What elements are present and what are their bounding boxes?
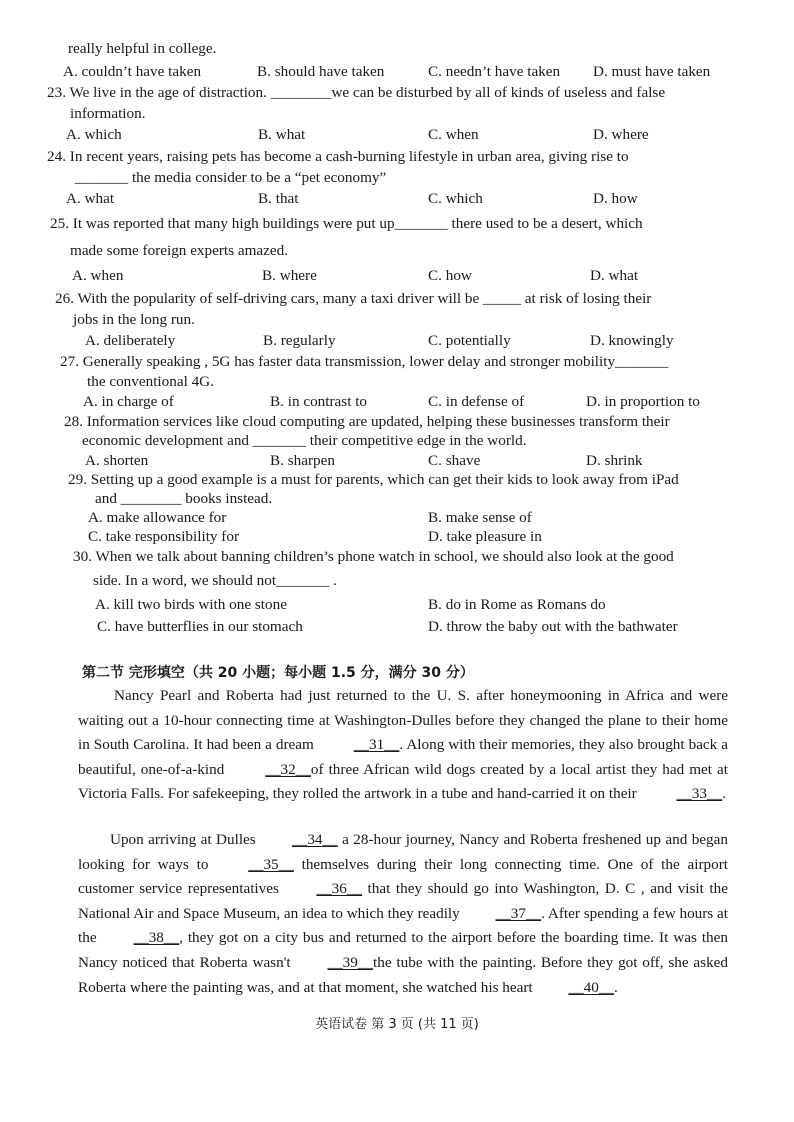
q28-option-a: A. shorten bbox=[85, 452, 149, 469]
passage-text: themselves during their long connecting time. One of the airport customer service representatives bbox=[78, 855, 728, 898]
passage-text: the tube with the painting. Before they got off, she asked Roberta where the painting was, and at that moment, she watched his heart bbox=[78, 953, 729, 996]
q30-stem-line1: 30. When we talk about banning children’s phone watch in school, we should also look at the good bbox=[73, 548, 674, 565]
blank-40: __40__ bbox=[568, 978, 614, 996]
q25-option-a: A. when bbox=[72, 267, 124, 284]
q24-option-d: D. how bbox=[593, 190, 638, 207]
q26-option-a: A. deliberately bbox=[85, 332, 176, 349]
passage-text: Nancy Pearl and Roberta had just returned to the U. S. after honeymooning in Africa and were waiting out a 10-hour connecting time at Washington-Dulles before they changed the plane to their home in South Carolina. It had been a dream bbox=[78, 687, 728, 754]
q30-option-d: D. throw the baby out with the bathwater bbox=[428, 618, 678, 635]
blank-36: __36__ bbox=[316, 880, 362, 898]
q26-option-d: D. knowingly bbox=[590, 332, 674, 349]
q27-stem-line2: the conventional 4G. bbox=[87, 373, 214, 390]
passage-text: . Along with their memories, they also brought back a beautiful, one-of-a-kind bbox=[78, 736, 728, 778]
q29-option-d: D. take pleasure in bbox=[428, 528, 542, 545]
q26-stem-line1: 26. With the popularity of self-driving cars, many a taxi driver will be _____ at risk of losing their bbox=[55, 290, 652, 307]
blank-39: __39__ bbox=[327, 953, 374, 971]
q29-option-a: A. make allowance for bbox=[88, 509, 227, 526]
q28-option-c: C. shave bbox=[428, 452, 481, 469]
q27-option-b: B. in contrast to bbox=[270, 393, 368, 410]
blank-37: __37__ bbox=[495, 904, 542, 922]
passage-paragraph-2 bbox=[78, 828, 728, 1000]
q28-option-d: D. shrink bbox=[586, 452, 643, 469]
q29-option-c: C. take responsibility for bbox=[88, 528, 240, 545]
q29-stem-line2: and ________ books instead. bbox=[95, 490, 273, 507]
q27-option-a: A. in charge of bbox=[83, 393, 174, 410]
q23-option-a: A. which bbox=[66, 126, 122, 143]
q27-option-d: D. in proportion to bbox=[586, 393, 700, 410]
q22-option-d: D. must have taken bbox=[593, 63, 711, 80]
q27-stem-line1: 27. Generally speaking , 5G has faster data transmission, lower delay and stronger mobility_______ bbox=[60, 353, 669, 370]
q24-option-a: A. what bbox=[66, 190, 115, 207]
q26-option-b: B. regularly bbox=[263, 332, 336, 349]
q28-stem-line1: 28. Information services like cloud computing are updated, helping these businesses transform their bbox=[64, 413, 670, 430]
q23-option-d: D. where bbox=[593, 126, 649, 143]
section-2-title: 第二节 完形填空（共 20 小题；每小题 1.5 分，满分 30 分） bbox=[82, 665, 474, 681]
q24-option-b: B. that bbox=[258, 190, 299, 207]
blank-38: __38__ bbox=[133, 929, 180, 947]
passage-paragraph-1 bbox=[78, 684, 728, 807]
q22-option-c: C. needn’t have taken bbox=[428, 63, 561, 80]
q30-stem-line2: side. In a word, we should not_______ . bbox=[93, 572, 337, 589]
q30-option-c: C. have butterflies in our stomach bbox=[97, 618, 303, 635]
q23-stem-line1: 23. We live in the age of distraction. ________we can be disturbed by all of kinds of useless and false bbox=[47, 84, 666, 101]
q23-option-c: C. when bbox=[428, 126, 479, 143]
passage-text: Upon arriving at Dulles bbox=[110, 831, 261, 848]
blank-35: __35__ bbox=[248, 855, 294, 873]
passage-text: . bbox=[722, 785, 726, 803]
q23-stem-line2: information. bbox=[70, 105, 146, 122]
q30-option-a: A. kill two birds with one stone bbox=[95, 596, 287, 613]
q25-stem-line2: made some foreign experts amazed. bbox=[70, 242, 289, 259]
blank-31: __31__ bbox=[353, 736, 400, 754]
q22-option-b: B. should have taken bbox=[257, 63, 385, 80]
q25-option-b: B. where bbox=[262, 267, 317, 284]
blank-34: __34__ bbox=[292, 831, 338, 848]
blank-33: __33__ bbox=[676, 785, 723, 803]
passage-text: of three African wild dogs created by a local artist they had met at Victoria Falls. For safekeeping, they rolled the artwork in a tube and hand-carried it on their bbox=[78, 760, 728, 803]
passage-text: . bbox=[614, 978, 618, 996]
q22-tail: really helpful in college. bbox=[68, 40, 217, 57]
q29-option-b: B. make sense of bbox=[428, 509, 532, 526]
q22-option-a: A. couldn’t have taken bbox=[63, 63, 202, 80]
q25-stem-line1: 25. It was reported that many high buildings were put up_______ there used to be a desert, which bbox=[50, 215, 643, 232]
blank-32: __32__ bbox=[265, 760, 311, 778]
q24-stem-line1: 24. In recent years, raising pets has become a cash-burning lifestyle in urban area, giving rise to bbox=[47, 148, 629, 165]
q25-option-c: C. how bbox=[428, 267, 472, 284]
q26-option-c: C. potentially bbox=[428, 332, 511, 349]
page-footer: 英语试卷 第 3 页 (共 11 页) bbox=[315, 1017, 479, 1032]
q30-option-b: B. do in Rome as Romans do bbox=[428, 596, 606, 613]
q26-stem-line2: jobs in the long run. bbox=[73, 311, 195, 328]
passage-text: . After spending a few hours at the bbox=[78, 904, 728, 947]
passage-text: a 28-hour journey, Nancy and Roberta freshened up and began looking for ways to bbox=[78, 831, 728, 873]
q24-option-c: C. which bbox=[428, 190, 483, 207]
q24-stem-line2: _______ the media consider to be a “pet economy” bbox=[75, 169, 387, 186]
q29-stem-line1: 29. Setting up a good example is a must for parents, which can get their kids to look away from iPad bbox=[68, 471, 679, 488]
q27-option-c: C. in defense of bbox=[428, 393, 525, 410]
q23-option-b: B. what bbox=[258, 126, 306, 143]
passage-text: , they got on a city bus and returned to the airport before the boarding time. It was then Nancy noticed that Roberta wasn't bbox=[78, 929, 728, 971]
q28-option-b: B. sharpen bbox=[270, 452, 335, 469]
q28-stem-line2: economic development and _______ their competitive edge in the world. bbox=[82, 432, 527, 449]
q25-option-d: D. what bbox=[590, 267, 639, 284]
passage-text: that they should go into Washington, D. C , and visit the National Air and Space Museum, an idea to which they readily bbox=[78, 880, 728, 922]
